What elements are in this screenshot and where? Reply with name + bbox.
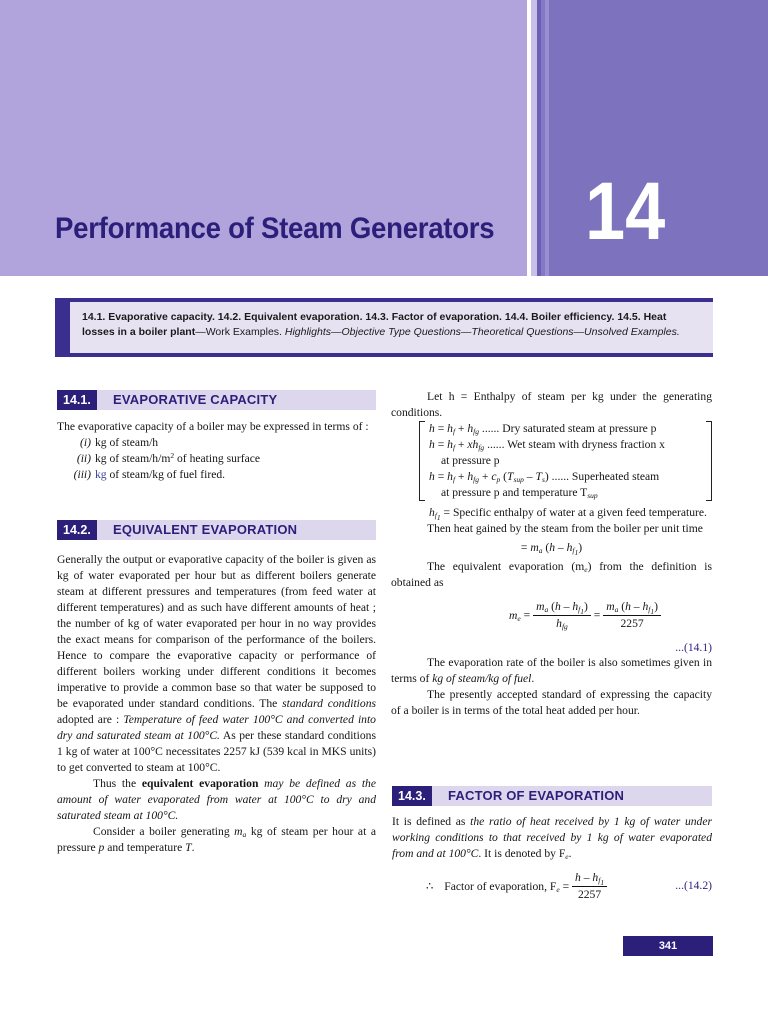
bold-term: equivalent evaporation — [141, 777, 259, 790]
fraction: $\frac{m_a (h - h_{f_1})}{h_{fg}}$ — [533, 599, 591, 632]
paragraph-text: . — [531, 672, 535, 685]
case-description: ...... Superheated steam — [551, 470, 660, 483]
section-number: 14.1. — [57, 390, 97, 410]
fraction: $\frac{h - h_{f_1}}{2257}$ — [572, 870, 607, 903]
chapter-number: 14 — [585, 166, 666, 257]
contents-extras: Highlights—Objective Type Questions—Theoretical Questions—Unsolved Examples. — [284, 326, 680, 338]
italic-text: standard conditions — [282, 697, 376, 710]
paragraph-text: Thus the — [93, 777, 142, 790]
enthalpy-case: $h = h_f + h_{fg}$ ...... Dry saturated steam at pressure p — [429, 422, 657, 436]
paragraph: The presently accepted standard of expressing the capacity of a boiler is in terms of the total heat added per hour. — [391, 688, 712, 717]
equation-label: Factor of evaporation, $F_e$ = — [444, 879, 573, 894]
paragraph — [57, 552, 376, 776]
banner-divider — [537, 0, 541, 276]
fraction-denominator: 2257 — [577, 888, 602, 901]
fraction: $\frac{m_a (h - h_{f_1})}{2257}$ — [603, 599, 661, 632]
left-column-top — [57, 419, 376, 483]
section-number: 14.3. — [392, 786, 432, 806]
paragraph-text: adopted are : — [57, 713, 124, 726]
contents-sections: 14.1. Evaporative capacity. 14.2. Equivalent evaporation. 14.3. Factor of evaporation. 14.4. Boiler efficiency. 14.5. Heat losses in a boiler plant — [82, 311, 667, 338]
italic-text: may be defined as the amount of water evaporated from water at 100°C to dry and saturated steam at 100°C. — [57, 777, 377, 822]
enthalpy-case: $h = h_f + xh_{fg}$ ...... Wet steam with dryness fraction x — [429, 438, 665, 452]
list-item — [57, 435, 376, 451]
italic-text: the ratio of heat received by 1 kg of water under working conditions to that received by 1 kg of water evaporated from and at 100°C — [392, 815, 712, 860]
right-column-bottom — [392, 814, 712, 906]
list-text: kg of steam/h/m — [95, 452, 171, 465]
paragraph — [391, 655, 712, 687]
paragraph-text: Consider a boiler generating — [93, 825, 235, 838]
contents-work-examples: —Work Examples. — [195, 326, 282, 338]
equation-reference: ...(14.1) — [675, 641, 712, 654]
chapter-contents — [70, 302, 713, 353]
paragraph-text: The evaporation rate of the boiler is also sometimes given in terms of — [391, 656, 712, 685]
list-item — [57, 467, 376, 483]
paragraph: Consider a boiler generating $m_a$ kg of steam per hour at a pressure p and temperature T. — [57, 825, 376, 854]
section-title: FACTOR OF EVAPORATION — [448, 788, 625, 803]
paragraph: Then heat gained by the steam from the boiler per unit time — [427, 522, 703, 535]
section-title: EVAPORATIVE CAPACITY — [113, 392, 278, 407]
list-text: of heating surface — [174, 452, 261, 465]
italic-text: kg of steam/kg of fuel — [432, 672, 532, 685]
paragraph-text: = Specific enthalpy of water at a given feed temperature. — [443, 506, 707, 519]
paragraph-text: and temperature — [104, 841, 186, 854]
equation-reference: ...(14.2) — [675, 879, 712, 892]
case-description: at pressure p — [441, 454, 500, 467]
case-description: ...... Dry saturated steam at pressure p — [481, 422, 657, 435]
list-number: (iii) — [73, 468, 91, 481]
equation-label-text: Factor of evaporation, F — [444, 879, 557, 893]
paragraph: $h_{f_1}$ = Specific enthalpy of water at a given feed temperature. — [429, 506, 707, 522]
paragraph-text: As per these standard conditions 1 kg of water at 100°C necessitates 2257 kJ (539 kcal in MKS units) to get converted to steam at 100°C. — [57, 729, 376, 774]
equation-14-2 — [392, 866, 712, 906]
superscript: 2 — [170, 451, 175, 460]
list-text: kg of steam/h — [95, 436, 159, 449]
paragraph: Let h = Enthalpy of steam per kg under the generating conditions. — [391, 390, 712, 419]
paragraph: It is defined as the ratio of heat received by 1 kg of water under working conditions to that received by 1 kg of water evaporated from and at 100°C. It is denoted by $F_e$. — [392, 815, 712, 861]
equation-heat-gained: = $m_a$ $(h - h_{f_1})$ — [520, 541, 583, 557]
paragraph-text: kg of steam per hour at a pressure — [57, 825, 376, 854]
chapter-title: Performance of Steam Generators — [55, 212, 495, 245]
case-description: at pressure p and temperature $T_{sup}$ — [441, 486, 598, 500]
list-number: (i) — [80, 436, 91, 449]
page-number: 341 — [623, 936, 713, 956]
paragraph — [57, 776, 376, 824]
paragraph-text: Generally the output or evaporative capacity of the boiler is given as kg of water evaporated per hour but as different boilers generate steam at different pressures and temperatures (from feed water at different temperatures) and as such have different amounts of heat ; the number of kg of water evaporated per hour in no way provides the exact means for comparison of the performance of the boilers. Hence to compare the evaporative capacity or performance of different boilers working under different conditions it becomes imperative to provide a common base so that water be supposed to be evaporated under standard conditions. The — [57, 553, 376, 710]
paragraph: The equivalent evaporation $(m_e)$ from the definition is obtained as — [391, 560, 712, 589]
paragraph-text: ) from the definition is obtained as — [391, 560, 712, 589]
enthalpy-case: $h = h_f + h_{fg} + c_p$ $(T_{sup} - T_s)$ ...... Superheated steam — [429, 470, 660, 484]
paragraph-text: It is defined as — [392, 815, 471, 828]
enthalpy-cases-bracket — [419, 421, 712, 501]
equation-14-1 — [391, 597, 712, 641]
paragraph: The evaporative capacity of a boiler may be expressed in terms of : — [57, 420, 369, 433]
list-text-highlight: kg — [95, 468, 107, 481]
section-heading-14-2 — [57, 520, 376, 540]
right-column-top — [391, 389, 712, 719]
section-heading-14-1 — [57, 390, 376, 410]
left-column-body — [57, 552, 376, 856]
italic-text: Temperature of feed water 100°C and converted into dry and saturated steam at 100°C. — [57, 713, 376, 742]
chapter-banner — [0, 0, 768, 276]
paragraph-text: . — [191, 841, 195, 854]
case-description: ...... Wet steam with dryness fraction x — [487, 438, 665, 451]
section-number: 14.2. — [57, 520, 97, 540]
paragraph-text: . It is denoted by F — [478, 847, 566, 860]
section-heading-14-3 — [392, 786, 712, 806]
equation-body: $m_e$ = $\frac{m_a (h - h_{f_1})}{h_{fg}}$ = $\frac{m_a (h - h_{f_1})}{2257}$ — [509, 599, 661, 632]
case-text: at pressure p and temperature T — [441, 486, 588, 499]
therefore-symbol: ∴ — [426, 879, 434, 893]
equation-body — [426, 870, 607, 903]
section-title: EQUIVALENT EVAPORATION — [113, 522, 298, 537]
paragraph-text: The equivalent evaporation (m — [427, 560, 585, 573]
list-text: of steam/kg of fuel fired. — [106, 468, 226, 481]
fraction-denominator: 2257 — [620, 617, 644, 630]
list-item — [57, 451, 376, 467]
list-number: (ii) — [76, 452, 91, 465]
